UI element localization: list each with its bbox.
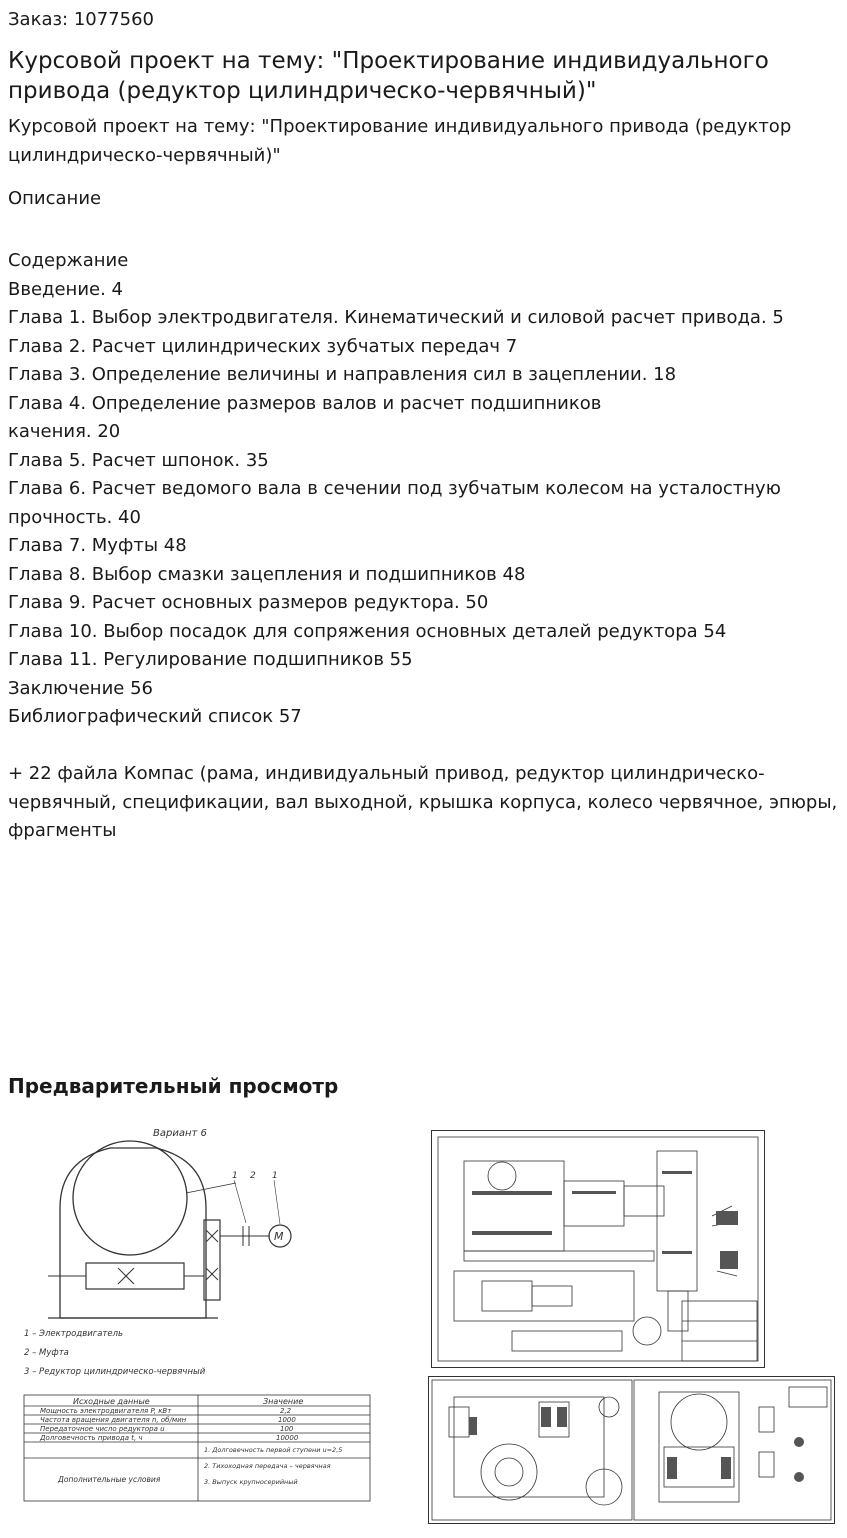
contents-line: Заключение 56 [8, 677, 153, 699]
svg-text:Частота вращения двигателя n,: Частота вращения двигателя n, об/мин [40, 1416, 187, 1424]
contents-line: качения. 20 [8, 421, 121, 442]
kinematic-scheme-drawing [18, 1118, 378, 1533]
worm-wheel [73, 1141, 187, 1255]
page-title: Курсовой проект на тему: "Проектирование индивидуального привода (редуктор цилиндрическо-червячный)" [8, 48, 769, 104]
svg-text:Долговечность привода t, ч: Долговечность привода t, ч [40, 1434, 143, 1442]
svg-text:2. Тихоходная передача – червя: 2. Тихоходная передача – червячная [204, 1462, 331, 1470]
extra-files-note: + 22 файла Компас (рама, индивидуальный привод, редуктор цилиндрическо-червячный, спецификации, вал выходной, крышка корпуса, колесо червячное, эпюры, фрагменты [8, 763, 838, 841]
contents-line: Глава 1. Выбор электродвигателя. Кинематический и силовой расчет привода. 5 [8, 307, 784, 328]
svg-text:Значение: Значение [263, 1397, 304, 1406]
contents-line: Глава 6. Расчет ведомого вала в сечении под зубчатым колесом на усталостную [8, 478, 781, 499]
svg-text:100: 100 [280, 1425, 294, 1433]
table-of-contents [8, 247, 843, 732]
description-heading: Описание [8, 188, 102, 209]
contents-line: Библиографический список 57 [8, 706, 302, 727]
svg-text:2: 2 [250, 1171, 256, 1181]
svg-text:1. Долговечность первой ступен: 1. Долговечность первой ступени u=2,5 [204, 1446, 343, 1454]
legend-item: 2 – Муфта [24, 1348, 69, 1358]
svg-text:1: 1 [272, 1171, 278, 1181]
svg-text:Дополнительные условия: Дополнительные условия [58, 1475, 161, 1484]
contents-line: Глава 5. Расчет шпонок. 35 [8, 449, 269, 471]
legend-item: 3 – Редуктор цилиндрическо-червячный [24, 1367, 206, 1377]
svg-text:1000: 1000 [278, 1416, 296, 1424]
svg-text:М: М [274, 1230, 284, 1243]
svg-text:1: 1 [232, 1171, 238, 1181]
contents-line: Глава 3. Определение величины и направления сил в зацеплении. 18 [8, 364, 677, 385]
contents-heading: Содержание [8, 250, 129, 271]
contents-line: Глава 9. Расчет основных размеров редуктора. 50 [8, 592, 489, 613]
preview-thumbnail-assembly[interactable] [431, 1130, 765, 1368]
contents-line: прочность. 40 [8, 506, 141, 528]
svg-text:Мощность электродвигателя P, к: Мощность электродвигателя P, кВт [40, 1407, 172, 1415]
reducer-housing [60, 1148, 206, 1318]
legend-item: 1 – Электродвигатель [24, 1329, 124, 1339]
assembly-drawing [432, 1131, 764, 1367]
svg-text:2,2: 2,2 [280, 1407, 292, 1415]
contents-line: Глава 2. Расчет цилиндрических зубчатых передач 7 [8, 335, 518, 357]
contents-line: Введение. 4 [8, 278, 123, 300]
worm-shaft [86, 1263, 184, 1289]
reducer-drawing [429, 1377, 834, 1523]
variant-label: Вариант 6 [153, 1128, 207, 1139]
svg-text:Передаточное число редуктора u: Передаточное число редуктора u [40, 1425, 165, 1433]
contents-line: Глава 4. Определение размеров валов и расчет подшипников [8, 392, 602, 414]
order-number: Заказ: 1077560 [8, 9, 154, 30]
svg-text:3. Выпуск крупносерийный: 3. Выпуск крупносерийный [204, 1478, 298, 1486]
preview-thumbnail-reducer[interactable] [428, 1376, 835, 1524]
contents-line: Глава 7. Муфты 48 [8, 535, 187, 556]
preview-heading: Предварительный просмотр [8, 1074, 339, 1098]
contents-line: Глава 10. Выбор посадок для сопряжения основных деталей редуктора 54 [8, 620, 727, 642]
preview-thumbnail-scheme[interactable] [18, 1118, 378, 1533]
svg-text:Исходные данные: Исходные данные [73, 1397, 150, 1406]
contents-line: Глава 8. Выбор смазки зацепления и подшипников 48 [8, 563, 526, 585]
svg-text:10000: 10000 [276, 1434, 299, 1442]
contents-line: Глава 11. Регулирование подшипников 55 [8, 649, 413, 670]
page-subtitle: Курсовой проект на тему: "Проектирование индивидуального привода (редуктор цилиндрическо-червячный)" [8, 116, 792, 166]
